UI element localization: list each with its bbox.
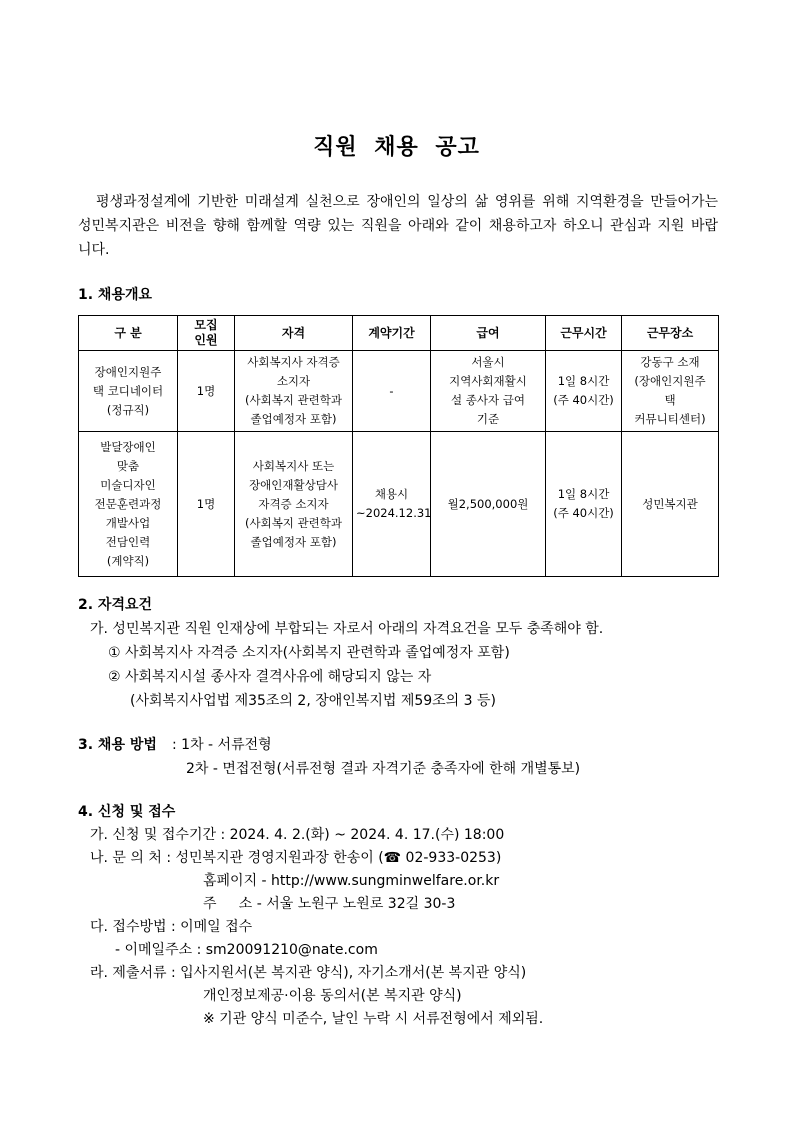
cell-location: 성민복지관 (622, 432, 719, 577)
submission-method: 다. 접수방법 : 이메일 접수 (90, 919, 253, 935)
application-period: 가. 신청 및 접수기간 : 2024. 4. 2.(화) ~ 2024. 4. 17.(수) 18:00 (90, 827, 505, 843)
cell-salary: 서울시 지역사회재활시 설 종사자 급여 기준 (431, 351, 546, 432)
required-documents-2: 개인정보제공·이용 동의서(본 복지관 양식) (203, 988, 462, 1004)
cell-salary: 월2,500,000원 (431, 432, 546, 577)
recruitment-table (78, 315, 719, 577)
contact-info: 나. 문 의 처 : 성민복지관 경영지원과장 한송이 (☎ 02-933-0253) (90, 850, 502, 866)
required-documents: 라. 제출서류 : 입사지원서(본 복지관 양식), 자기소개서(본 복지관 양식) (90, 965, 527, 981)
qualification-lead: 가. 성민복지관 직원 인재상에 부합되는 자로서 아래의 자격요건을 모두 충족해야 함. (90, 621, 604, 637)
section-4-heading: 4. 신청 및 접수 (78, 804, 176, 820)
section-1-heading: 1. 채용개요 (78, 287, 153, 303)
cell-count: 1명 (178, 432, 235, 577)
cell-hours: 1일 8시간 (주 40시간) (546, 432, 622, 577)
cell-period: - (353, 351, 431, 432)
table-header-row (79, 316, 719, 351)
exclusion-note: ※ 기관 양식 미준수, 날인 누락 시 서류전형에서 제외됨. (203, 1011, 544, 1027)
method-step-1: : 1차 - 서류전형 (172, 737, 272, 753)
address: 주 소 - 서울 노원구 노원로 32길 30-3 (203, 896, 456, 912)
col-header-category: 구 분 (79, 316, 178, 351)
qualification-item-2: ② 사회복지시설 종사자 결격사유에 해당되지 않는 자 (108, 669, 432, 685)
table-row (79, 432, 719, 577)
cell-hours: 1일 8시간 (주 40시간) (546, 351, 622, 432)
col-header-qualification: 자격 (235, 316, 353, 351)
section-3-heading: 3. 채용 방법 (78, 737, 157, 753)
cell-location: 강동구 소재 (장애인지원주 택 커뮤니티센터) (622, 351, 719, 432)
cell-qualification: 사회복지사 또는 장애인재활상담사 자격증 소지자 (사회복지 관련학과 졸업예정자 포함) (235, 432, 353, 577)
col-header-salary: 급여 (431, 316, 546, 351)
col-header-period: 계약기간 (353, 316, 431, 351)
method-step-2: 2차 - 면접전형(서류전형 결과 자격기준 충족자에 한해 개별통보) (186, 761, 581, 777)
homepage-url: 홈페이지 - http://www.sungminwelfare.or.kr (203, 873, 500, 889)
table-row (79, 351, 719, 432)
col-header-hours: 근무시간 (546, 316, 622, 351)
page-title: 직원 채용 공고 (313, 135, 480, 160)
cell-qualification: 사회복지사 자격증 소지자 (사회복지 관련학과 졸업예정자 포함) (235, 351, 353, 432)
col-header-location: 근무장소 (622, 316, 719, 351)
section-2-heading: 2. 자격요건 (78, 597, 153, 613)
cell-count: 1명 (178, 351, 235, 432)
intro-paragraph: 평생과정설계에 기반한 미래설계 실천으로 장애인의 일상의 삶 영위를 위해 지역환경을 만들어가는 성민복지관은 비전을 향해 함께할 역량 있는 직원을 아래와 같이 채용하고자 하오니 관심과 지원 바랍니다. (78, 194, 718, 258)
qualification-item-2-note: (사회복지사업법 제35조의 2, 장애인복지법 제59조의 3 등) (130, 693, 496, 709)
cell-category: 발달장애인 맞춤 미술디자인 전문훈련과정 개발사업 전담인력 (계약직) (79, 432, 178, 577)
cell-period: 채용시 ~2024.12.31 (353, 432, 431, 577)
email-address: - 이메일주소 : sm20091210@nate.com (115, 942, 378, 958)
qualification-item-1: ① 사회복지사 자격증 소지자(사회복지 관련학과 졸업예정자 포함) (108, 645, 510, 661)
col-header-count: 모집 인원 (178, 316, 235, 351)
cell-category: 장애인지원주 택 코디네이터 (정규직) (79, 351, 178, 432)
